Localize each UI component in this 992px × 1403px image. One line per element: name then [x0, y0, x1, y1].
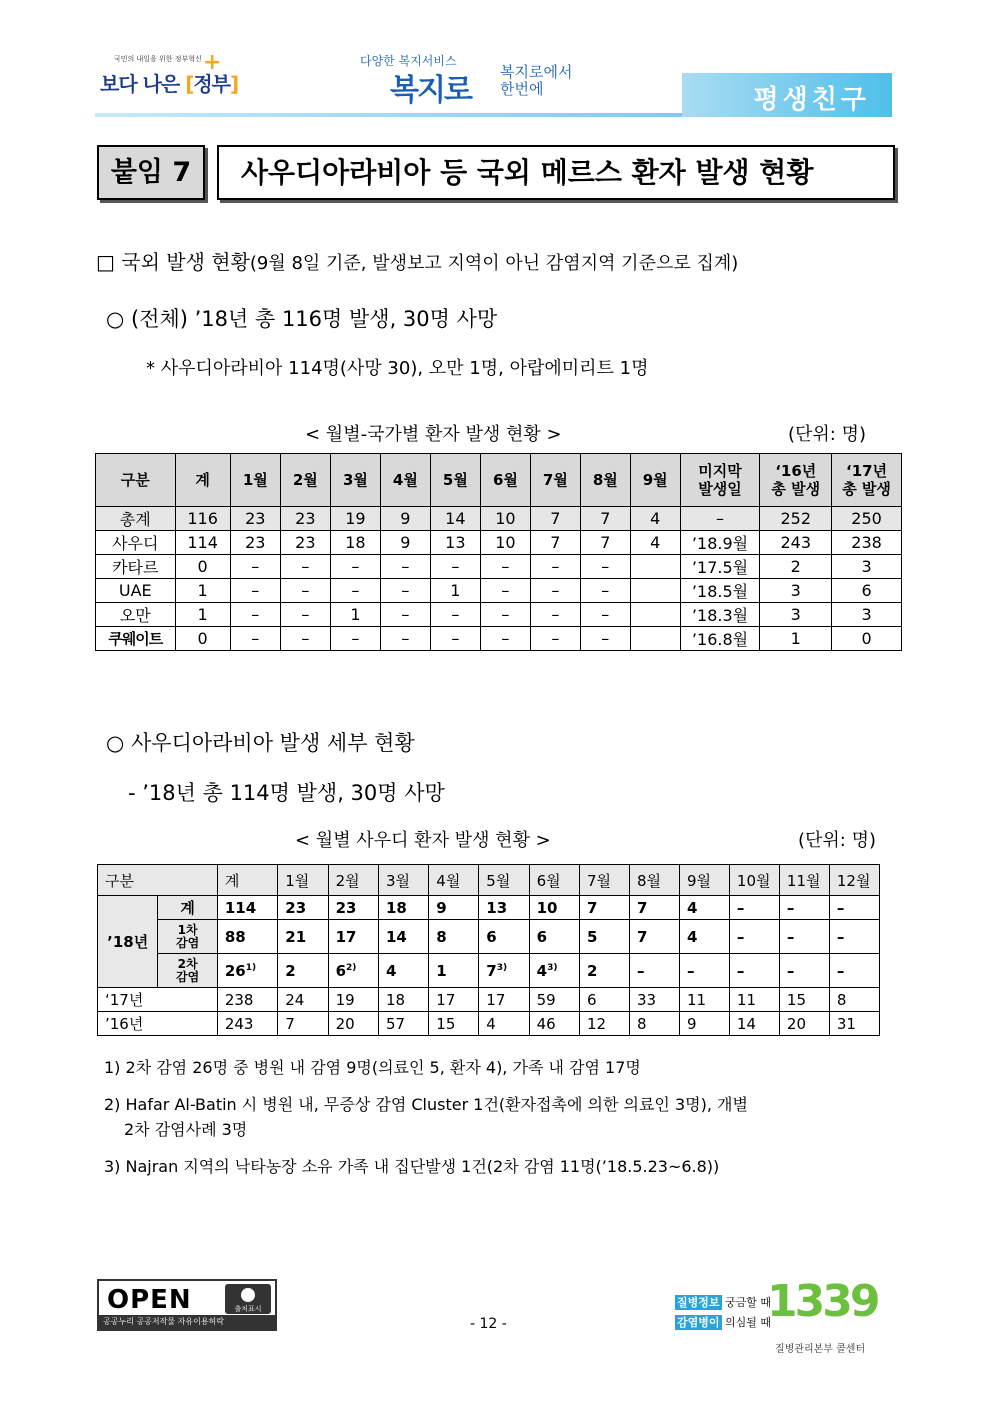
table-cell: ’17.5월: [680, 555, 760, 579]
table-cell: 18: [378, 896, 428, 920]
table2-unit: (단위: 명): [798, 830, 876, 851]
logo-bokjiro: 다양한 복지서비스 복지로 복지로에서 한번에: [360, 54, 573, 108]
table-cell: 8: [829, 988, 879, 1012]
row-label: 오만: [96, 603, 176, 627]
table-cell: 9: [380, 531, 430, 555]
table-cell: –: [729, 896, 779, 920]
table-cell: –: [230, 627, 280, 651]
table-cell: –: [430, 627, 480, 651]
table-cell: 23: [230, 531, 280, 555]
table-cell: 4: [479, 1012, 529, 1036]
table-cell: 46: [529, 1012, 579, 1036]
table-cell: –: [530, 603, 580, 627]
table-cell: 9: [679, 1012, 729, 1036]
table-cell: 2: [579, 954, 629, 988]
logo-better-government: 국민의 내일을 위한 정부혁신 보다 나은 [정부] +: [100, 50, 239, 96]
table-cell: ’16.8월: [680, 627, 760, 651]
call-r2b: 의심될 때: [725, 1316, 772, 1329]
table-cell: 57: [378, 1012, 428, 1036]
open-license-text: 공공누리 공공저작물 자유이용허락: [99, 1315, 275, 1329]
table1-header: 5월: [430, 454, 480, 507]
table-cell: 10: [480, 507, 530, 531]
table-cell: –: [330, 579, 380, 603]
table-cell: 250: [832, 507, 902, 531]
table2-header: 7월: [579, 865, 629, 896]
table-cell: 14: [729, 1012, 779, 1036]
table1-header: 미지막 발생일: [680, 454, 760, 507]
table1-header: 2월: [280, 454, 330, 507]
table-cell: 7: [629, 920, 679, 954]
table-cell: 7: [580, 507, 630, 531]
table-cell: 31: [829, 1012, 879, 1036]
table-cell: [630, 603, 680, 627]
attribution-icon: 출처표시: [225, 1284, 271, 1314]
table-row: [98, 1012, 880, 1036]
open-word: OPEN: [107, 1285, 192, 1315]
table-cell: 252: [760, 507, 832, 531]
table1-unit: (단위: 명): [788, 424, 866, 445]
table-cell: 3: [760, 579, 832, 603]
table-cell: 4: [378, 954, 428, 988]
footnote-2-cont: 2차 감염사례 3명: [124, 1120, 248, 1139]
table-cell: –: [530, 555, 580, 579]
table-cell: –: [230, 603, 280, 627]
table-cell: 14: [430, 507, 480, 531]
table-row: [98, 896, 880, 920]
table1-header: 7월: [530, 454, 580, 507]
table-cell: 8: [629, 1012, 679, 1036]
table-cell: 1: [330, 603, 380, 627]
table-cell: –: [779, 954, 829, 988]
table-cell: 33: [629, 988, 679, 1012]
table-cell: –: [580, 579, 630, 603]
overall-note: * 사우디아라비아 114명(사망 30), 오만 1명, 아랍에미리트 1명: [146, 358, 649, 379]
table-row: [96, 579, 902, 603]
table-cell: 10: [529, 896, 579, 920]
table-cell: [630, 555, 680, 579]
table-cell: 1: [175, 579, 230, 603]
table-cell: –: [380, 579, 430, 603]
table-cell: 19: [328, 988, 378, 1012]
row-label: 계: [158, 896, 217, 920]
table-cell: –: [480, 627, 530, 651]
table-cell: 9: [429, 896, 479, 920]
table-cell: –: [629, 954, 679, 988]
table2-header: 3월: [378, 865, 428, 896]
row-label: 사우디: [96, 531, 176, 555]
table-cell: 3: [832, 555, 902, 579]
table-cell: 20: [779, 1012, 829, 1036]
table-cell: 13: [430, 531, 480, 555]
logo-mid-side2: 한번에: [500, 80, 544, 98]
table1-header: 6월: [480, 454, 530, 507]
table-cell: –: [280, 555, 330, 579]
table2-header: 9월: [679, 865, 729, 896]
table-cell: 114: [217, 896, 277, 920]
table-cell: ’18.5월: [680, 579, 760, 603]
table-row: [98, 865, 880, 896]
section-heading: [96, 246, 738, 275]
table-cell: 243: [760, 531, 832, 555]
table2-header: 2월: [328, 865, 378, 896]
table-cell: 23: [278, 896, 328, 920]
table-cell: –: [280, 627, 330, 651]
table-cell: –: [829, 920, 879, 954]
table-cell: –: [480, 579, 530, 603]
table-cell: –: [829, 954, 879, 988]
table-cell: –: [230, 555, 280, 579]
table-cell: 20: [328, 1012, 378, 1036]
table-cell: –: [679, 954, 729, 988]
table-cell: 0: [175, 555, 230, 579]
table-cell: 1: [430, 579, 480, 603]
row-label: 쿠웨이트: [96, 627, 176, 651]
call-number: 1339: [767, 1276, 878, 1327]
table-cell: 243: [217, 1012, 277, 1036]
table1-caption: < 월별-국가별 환자 발생 현황 >: [305, 424, 562, 445]
logo-left-gov: 정부: [193, 72, 230, 96]
saudi-sub: - ’18년 총 114명 발생, 30명 사망: [128, 781, 445, 805]
table-cell: 7: [278, 1012, 328, 1036]
table-cell: [630, 627, 680, 651]
table-cell: –: [380, 603, 430, 627]
table-cell: –: [729, 954, 779, 988]
table-cell: –: [380, 627, 430, 651]
table-cell: 6: [529, 920, 579, 954]
table-row: [96, 531, 902, 555]
table-cell: 14: [378, 920, 428, 954]
table-cell: –: [779, 920, 829, 954]
attachment-tag: 붙임 7: [97, 145, 205, 200]
table-cell: 12: [579, 1012, 629, 1036]
table-cell: 4: [630, 507, 680, 531]
saudi-monthly-table: [97, 864, 880, 1036]
logo-left-text: 보다 나은: [100, 72, 180, 96]
logo-mid-side1: 복지로에서: [500, 63, 573, 81]
table2-header: 6월: [529, 865, 579, 896]
table2-header: 4월: [429, 865, 479, 896]
table-cell: 4: [679, 920, 729, 954]
row-label: ‘17년: [98, 988, 218, 1012]
table-cell: 3: [832, 603, 902, 627]
table1-header: ‘16년 총 발생: [760, 454, 832, 507]
table-cell: –: [330, 555, 380, 579]
table2-caption: < 월별 사우디 환자 발생 현황 >: [295, 830, 551, 851]
table-cell: –: [280, 579, 330, 603]
table-row: [96, 603, 902, 627]
table1-header: 구분: [96, 454, 176, 507]
table-cell: 7: [629, 896, 679, 920]
table-cell: 13: [479, 896, 529, 920]
table1-header: 8월: [580, 454, 630, 507]
table-row: [98, 954, 880, 988]
table2-header: 8월: [629, 865, 679, 896]
table-cell: 4: [630, 531, 680, 555]
table-row: [96, 507, 902, 531]
table-cell: 15: [779, 988, 829, 1012]
table2-header: 11월: [779, 865, 829, 896]
table-cell: –: [530, 579, 580, 603]
table2-header: 1월: [278, 865, 328, 896]
table1-header: ‘17년 총 발생: [832, 454, 902, 507]
row-label: UAE: [96, 579, 176, 603]
table-cell: 1: [760, 627, 832, 651]
row-label: 2차 감염: [158, 954, 217, 988]
table-cell: 10: [480, 531, 530, 555]
table2-header: 10월: [729, 865, 779, 896]
year-label: ’18년: [98, 896, 158, 988]
table-cell: ’18.9월: [680, 531, 760, 555]
table-cell: 114: [175, 531, 230, 555]
table2-header: 12월: [829, 865, 879, 896]
table-cell: 2: [278, 954, 328, 988]
table-row: [98, 920, 880, 954]
table-cell: –: [580, 555, 630, 579]
plus-icon: +: [203, 50, 222, 75]
row-label: 카타르: [96, 555, 176, 579]
table-cell: 7: [530, 507, 580, 531]
table-row: [96, 627, 902, 651]
table-cell: –: [330, 627, 380, 651]
table-cell: 7: [580, 531, 630, 555]
table-row: [96, 555, 902, 579]
table-cell: 6: [832, 579, 902, 603]
table-cell: 238: [832, 531, 902, 555]
table-cell: 17: [479, 988, 529, 1012]
table-cell: –: [280, 603, 330, 627]
table-cell: 6$^{2)}$: [328, 954, 378, 988]
call-r1a: 질병정보: [677, 1296, 720, 1309]
table-cell: 238: [217, 988, 277, 1012]
section-heading-note: (9월 8일 기준, 발생보고 지역이 아닌 감염지역 기준으로 집계): [249, 253, 739, 274]
table-cell: 1: [429, 954, 479, 988]
table-cell: 6: [579, 988, 629, 1012]
table-cell: –: [680, 507, 760, 531]
table-cell: 18: [378, 988, 428, 1012]
table-cell: 17: [328, 920, 378, 954]
table-cell: 21: [278, 920, 328, 954]
table-cell: –: [430, 555, 480, 579]
table-cell: 26$^{1)}$: [217, 954, 277, 988]
table-cell: –: [779, 896, 829, 920]
banner-text: 평생친구: [753, 85, 870, 115]
row-label: ’16년: [98, 1012, 218, 1036]
row-label: 총계: [96, 507, 176, 531]
table-cell: –: [729, 920, 779, 954]
footnote-2: 2) Hafar Al-Batin 시 병원 내, 무증상 감염 Cluster 1건(환자접촉에 의한 의료인 3명), 개별: [104, 1095, 748, 1114]
page-number: - 12 -: [470, 1316, 507, 1332]
table-cell: 24: [278, 988, 328, 1012]
table1-header: 4월: [380, 454, 430, 507]
table-cell: 1: [175, 603, 230, 627]
table-cell: [630, 579, 680, 603]
table1-header: 1월: [230, 454, 280, 507]
table-cell: 23: [230, 507, 280, 531]
table2-header: 구분: [98, 865, 218, 896]
saudi-bullet: ○ 사우디아라비아 발생 세부 현황: [106, 731, 415, 755]
table-cell: 23: [280, 531, 330, 555]
footnote-3: 3) Najran 지역의 낙타농장 소유 가족 내 집단발생 1건(2차 감염 11명(’18.5.23~6.8)): [104, 1157, 720, 1176]
table-cell: 2: [760, 555, 832, 579]
table-cell: 8: [429, 920, 479, 954]
table-cell: 9: [380, 507, 430, 531]
table-cell: –: [580, 627, 630, 651]
table-cell: –: [580, 603, 630, 627]
table-cell: ’18.3월: [680, 603, 760, 627]
table-cell: –: [829, 896, 879, 920]
call-r1b: 궁금할 때: [725, 1296, 772, 1309]
table-cell: –: [530, 627, 580, 651]
table-cell: 11: [679, 988, 729, 1012]
table-cell: 19: [330, 507, 380, 531]
table-cell: 23: [328, 896, 378, 920]
table-cell: 3: [760, 603, 832, 627]
table-cell: 11: [729, 988, 779, 1012]
header-banner: [682, 73, 892, 117]
table1-header: 9월: [630, 454, 680, 507]
table-cell: 6: [479, 920, 529, 954]
table-cell: 4: [679, 896, 729, 920]
table-cell: 0: [832, 627, 902, 651]
table-cell: 4$^{3)}$: [529, 954, 579, 988]
table-cell: 7: [579, 896, 629, 920]
table-cell: –: [380, 555, 430, 579]
table-cell: –: [480, 603, 530, 627]
call-center-name: 질병관리본부 콜센터: [775, 1344, 866, 1355]
table-cell: –: [480, 555, 530, 579]
table-cell: 0: [175, 627, 230, 651]
table-cell: 5: [579, 920, 629, 954]
table1-header: 3월: [330, 454, 380, 507]
call-r2a: 감염병이: [677, 1316, 720, 1329]
row-label: 1차 감염: [158, 920, 217, 954]
kcdc-callcenter-logo: [675, 1276, 895, 1356]
table2-header: 5월: [479, 865, 529, 896]
open-license-badge: [97, 1279, 277, 1331]
table2-header: 계: [217, 865, 277, 896]
section-heading-main: □ 국외 발생 현황: [96, 250, 250, 274]
table-row: [98, 988, 880, 1012]
overall-bullet: ○ (전체) ’18년 총 116명 발생, 30명 사망: [106, 307, 498, 331]
page-title: 사우디아라비아 등 국외 메르스 환자 발생 현황: [217, 145, 895, 200]
table-cell: 7: [530, 531, 580, 555]
table-cell: –: [430, 603, 480, 627]
country-monthly-table: [95, 453, 902, 651]
table-cell: 17: [429, 988, 479, 1012]
table-cell: 23: [280, 507, 330, 531]
table-cell: 15: [429, 1012, 479, 1036]
table-cell: 18: [330, 531, 380, 555]
table-cell: –: [230, 579, 280, 603]
table-cell: 59: [529, 988, 579, 1012]
table-cell: 116: [175, 507, 230, 531]
table1-header: 계: [175, 454, 230, 507]
table-cell: 88: [217, 920, 277, 954]
footnote-1: 1) 2차 감염 26명 중 병원 내 감염 9명(의료인 5, 환자 4), 가족 내 감염 17명: [104, 1058, 641, 1077]
table-cell: 7$^{3)}$: [479, 954, 529, 988]
